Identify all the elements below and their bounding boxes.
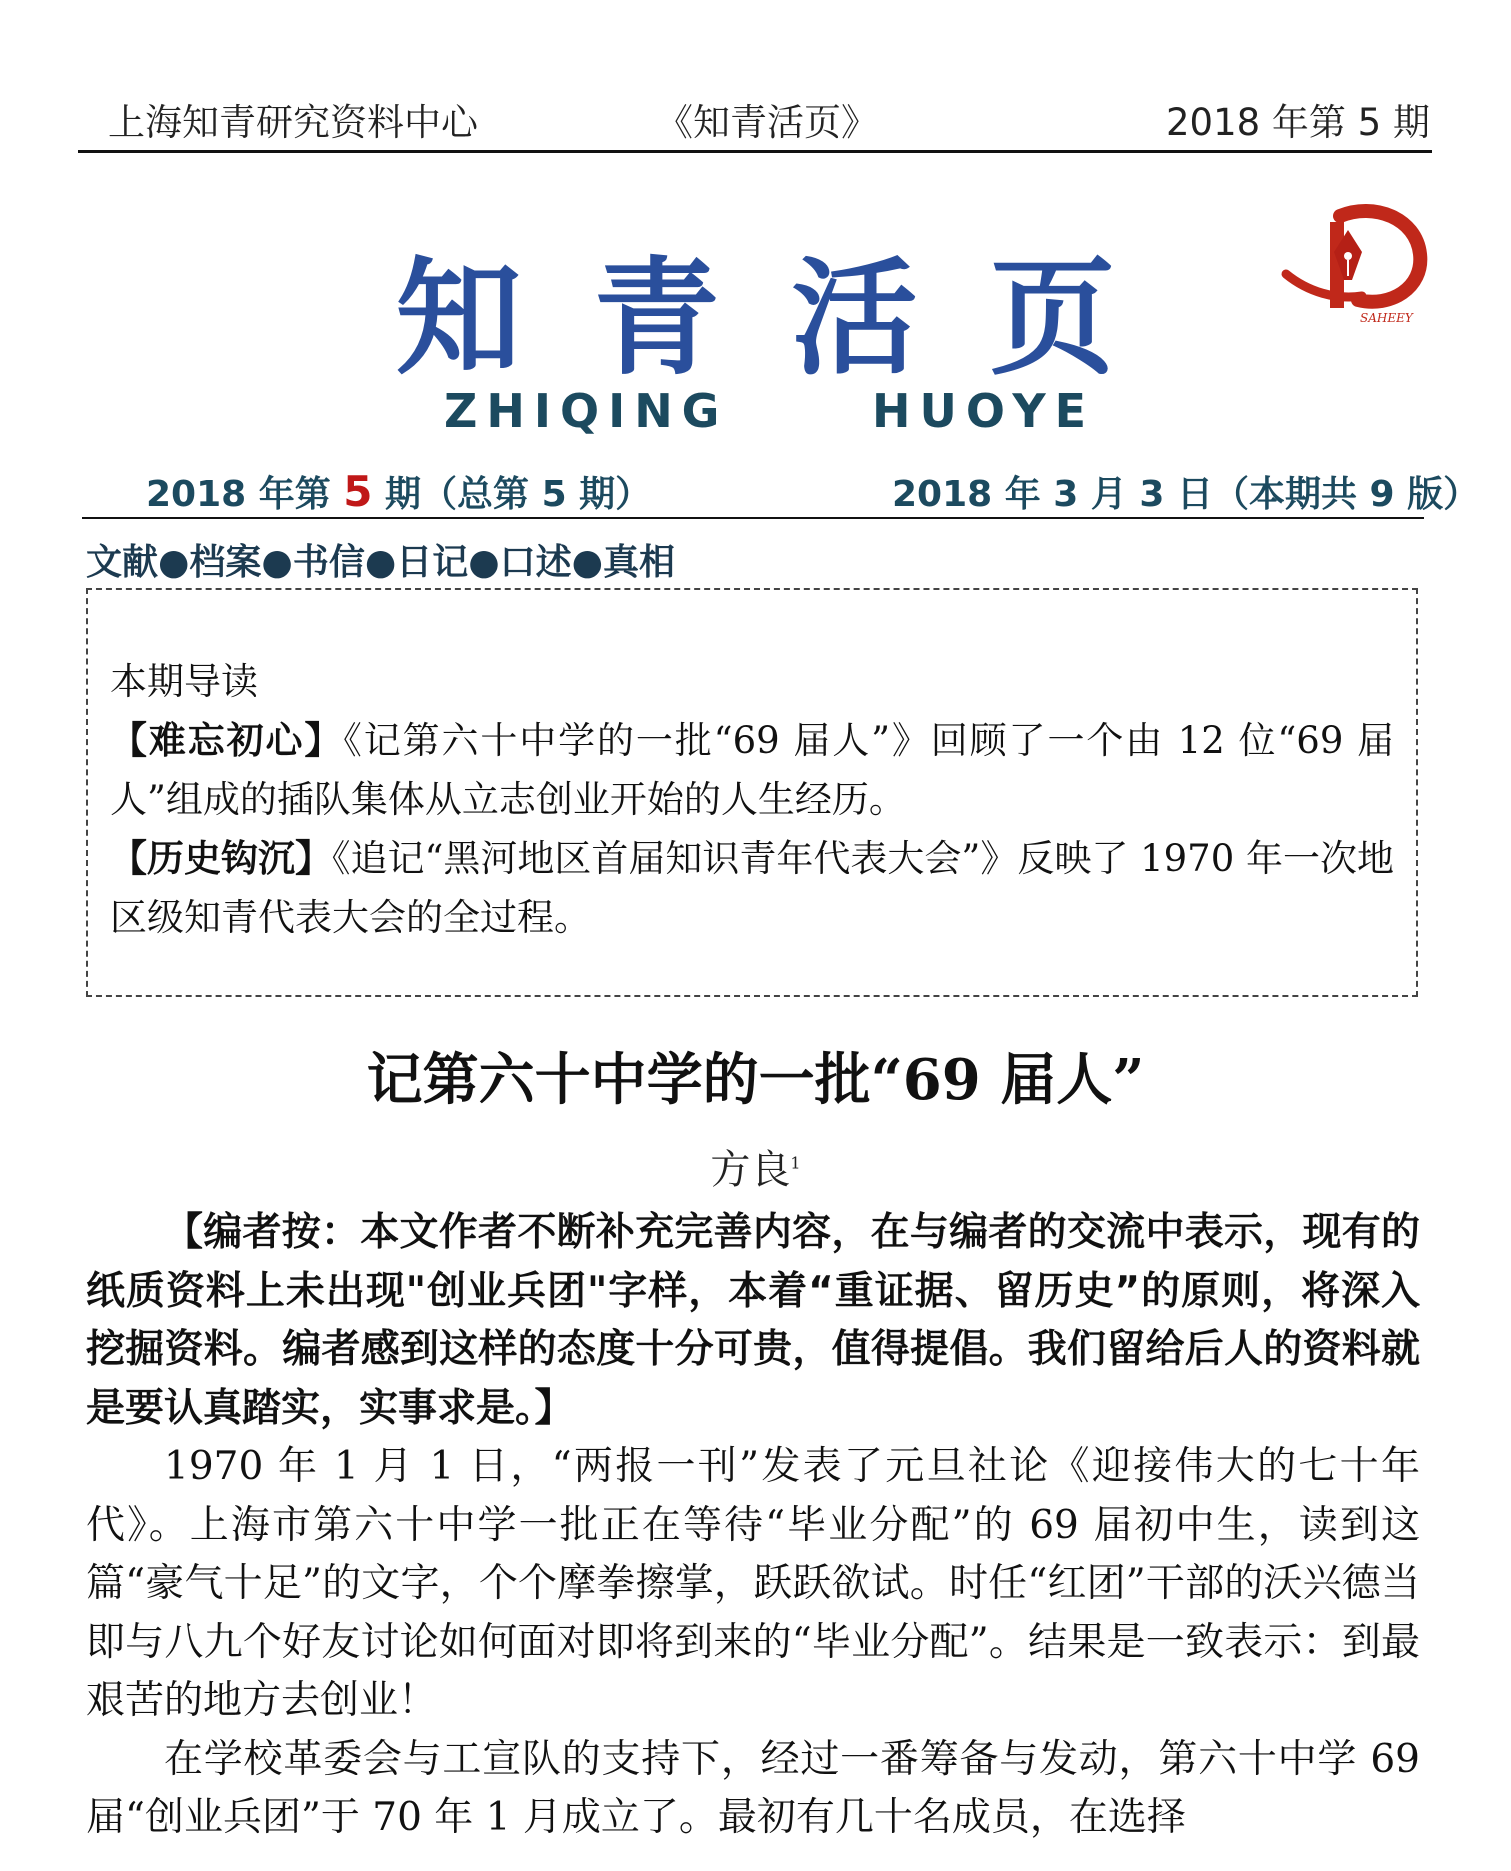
issue-date: 2018 年 3 月 3 日（本期共 9 版）	[892, 474, 1480, 515]
header-divider	[78, 150, 1432, 153]
issue-prefix: 2018 年第	[146, 474, 344, 515]
issue-divider	[82, 517, 1424, 519]
guide-item-1	[110, 711, 1394, 829]
header-organization: 上海知青研究资料中心	[108, 101, 478, 144]
section-tags: 文献●档案●书信●日记●口述●真相	[86, 542, 676, 583]
editor-note: 【编者按：本文作者不断补充完善内容，在与编者的交流中表示，现有的纸质资料上未出现"创业兵团"字样，本着“重证据、留历史”的原则，将深入挖掘资料。编者感到这样的态度十分可贵，值得提倡。我们留给后人的资料就是要认真踏实，实事求是。】	[86, 1210, 1420, 1431]
masthead-title: 知青活页	[395, 245, 1188, 392]
guide-item-1-text: 《记第六十中学的一批“69 届人”》回顾了一个由 12 位“69 届人”组成的插队集体从立志创业开始的人生经历。	[110, 719, 1395, 821]
issue-number-line	[146, 466, 651, 517]
article-paragraph-2: 在学校革委会与工宣队的支持下，经过一番筹备与发动，第六十中学 69 届“创业兵团”于 70 年 1 月成立了。最初有几十名成员，在选择	[86, 1736, 1420, 1840]
header-publication: 《知青活页》	[656, 101, 878, 144]
issue-suffix: 期（总第 5 期）	[372, 474, 652, 515]
author-footnote-mark: 1	[790, 1153, 801, 1173]
masthead-pinyin-huoye: HUOYE	[872, 384, 1096, 438]
logo-text: SAHEEY	[1360, 311, 1413, 325]
masthead-pinyin-zhiqing: ZHIQING	[444, 384, 729, 438]
guide-heading: 本期导读	[110, 660, 258, 703]
guide-item-1-tag: 【难忘初心】	[110, 719, 344, 762]
article-author	[0, 1138, 1511, 1195]
article-title: 记第六十中学的一批“69 届人”	[366, 1047, 1145, 1113]
article-paragraph-1: 1970 年 1 月 1 日，“两报一刊”发表了元旦社论《迎接伟大的七十年代》。上海市第六十中学一批正在等待“毕业分配”的 69 届初中生，读到这篇“豪气十足”的文字，个个摩拳擦掌，跃跃欲试。时任“红团”干部的沃兴德当即与八九个好友讨论如何面对即将到来的“毕业分配”。结果是一致表示：到最艰苦的地方去创业！	[86, 1444, 1420, 1723]
publisher-logo	[1278, 200, 1428, 330]
author-name: 方良	[710, 1147, 791, 1193]
header-issue: 2018 年第 5 期	[1166, 101, 1430, 144]
guide-item-2-tag: 【历史钩沉】	[110, 837, 332, 880]
guide-item-2	[110, 829, 1394, 947]
issue-guide-box	[86, 588, 1418, 997]
issue-number: 5	[343, 467, 373, 516]
article-body	[86, 1204, 1420, 1848]
guide-item-2-text: 《追记“黑河地区首届知识青年代表大会”》反映了 1970 年一次地区级知青代表大会的全过程。	[110, 837, 1395, 939]
